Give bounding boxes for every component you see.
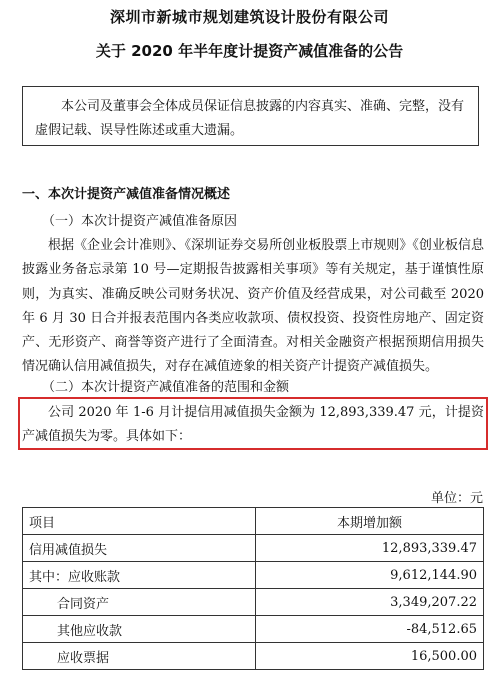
row-label: 合同资产 <box>23 589 256 616</box>
table-row <box>23 643 484 670</box>
disclaimer-text: 本公司及董事会全体成员保证信息披露的内容真实、准确、完整，没有虚假记载、误导性陈述或重大遗漏。 <box>35 99 465 138</box>
row-value: 16,500.00 <box>256 643 484 670</box>
row-label: 其中：应收账款 <box>23 562 256 589</box>
row-value: 9,612,144.90 <box>256 562 484 589</box>
table-row <box>23 535 484 562</box>
table-row <box>23 562 484 589</box>
table-header-row <box>23 508 484 535</box>
reason-paragraph: 根据《企业会计准则》、《深圳证券交易所创业板股票上市规则》《创业板信息披露业务备忘录第 10 号—定期报告披露相关事项》等有关规定，基于谨慎性原则，为真实、准确反映公司财务状况、资产价值及经营成果，对公司截至 2020 年 6 月 30 日合并报表范围内各类应收款项、债权投资、投资性房地产、固定资产、无形资产、商誉等资产进行了全面清查。对相关金融资产根据预期信用损失情况确认信用减值损失，对存在减值迹象的相关资产计提资产减值损失。 <box>22 238 484 375</box>
row-value: -84,512.65 <box>256 616 484 643</box>
column-header-amount: 本期增加额 <box>256 508 484 535</box>
row-value: 12,893,339.47 <box>256 535 484 562</box>
impairment-table <box>22 507 484 670</box>
section-heading: 一、本次计提资产减值准备情况概述 <box>22 187 231 202</box>
subsection-heading-reason: （一）本次计提资产减值准备原因 <box>42 214 238 229</box>
column-header-item: 项目 <box>23 508 256 535</box>
subsection-heading-scope: （二）本次计提资产减值准备的范围和金额 <box>42 380 290 395</box>
table-row <box>23 589 484 616</box>
disclaimer-box <box>22 86 479 146</box>
row-value: 3,349,207.22 <box>256 589 484 616</box>
row-label: 信用减值损失 <box>23 535 256 562</box>
unit-label: 单位：元 <box>430 491 483 506</box>
row-label: 应收票据 <box>23 643 256 670</box>
row-label: 其他应收款 <box>23 616 256 643</box>
amount-paragraph: 公司 2020 年 1-6 月计提信用减值损失金额为 12,893,339.47 元，计提资产减值损失为零。具体如下： <box>22 405 484 445</box>
company-name: 深圳市新城市规划建筑设计股份有限公司 <box>109 8 389 26</box>
table-row <box>23 616 484 643</box>
announcement-title: 关于 2020 年半年度计提资产减值准备的公告 <box>95 42 404 60</box>
